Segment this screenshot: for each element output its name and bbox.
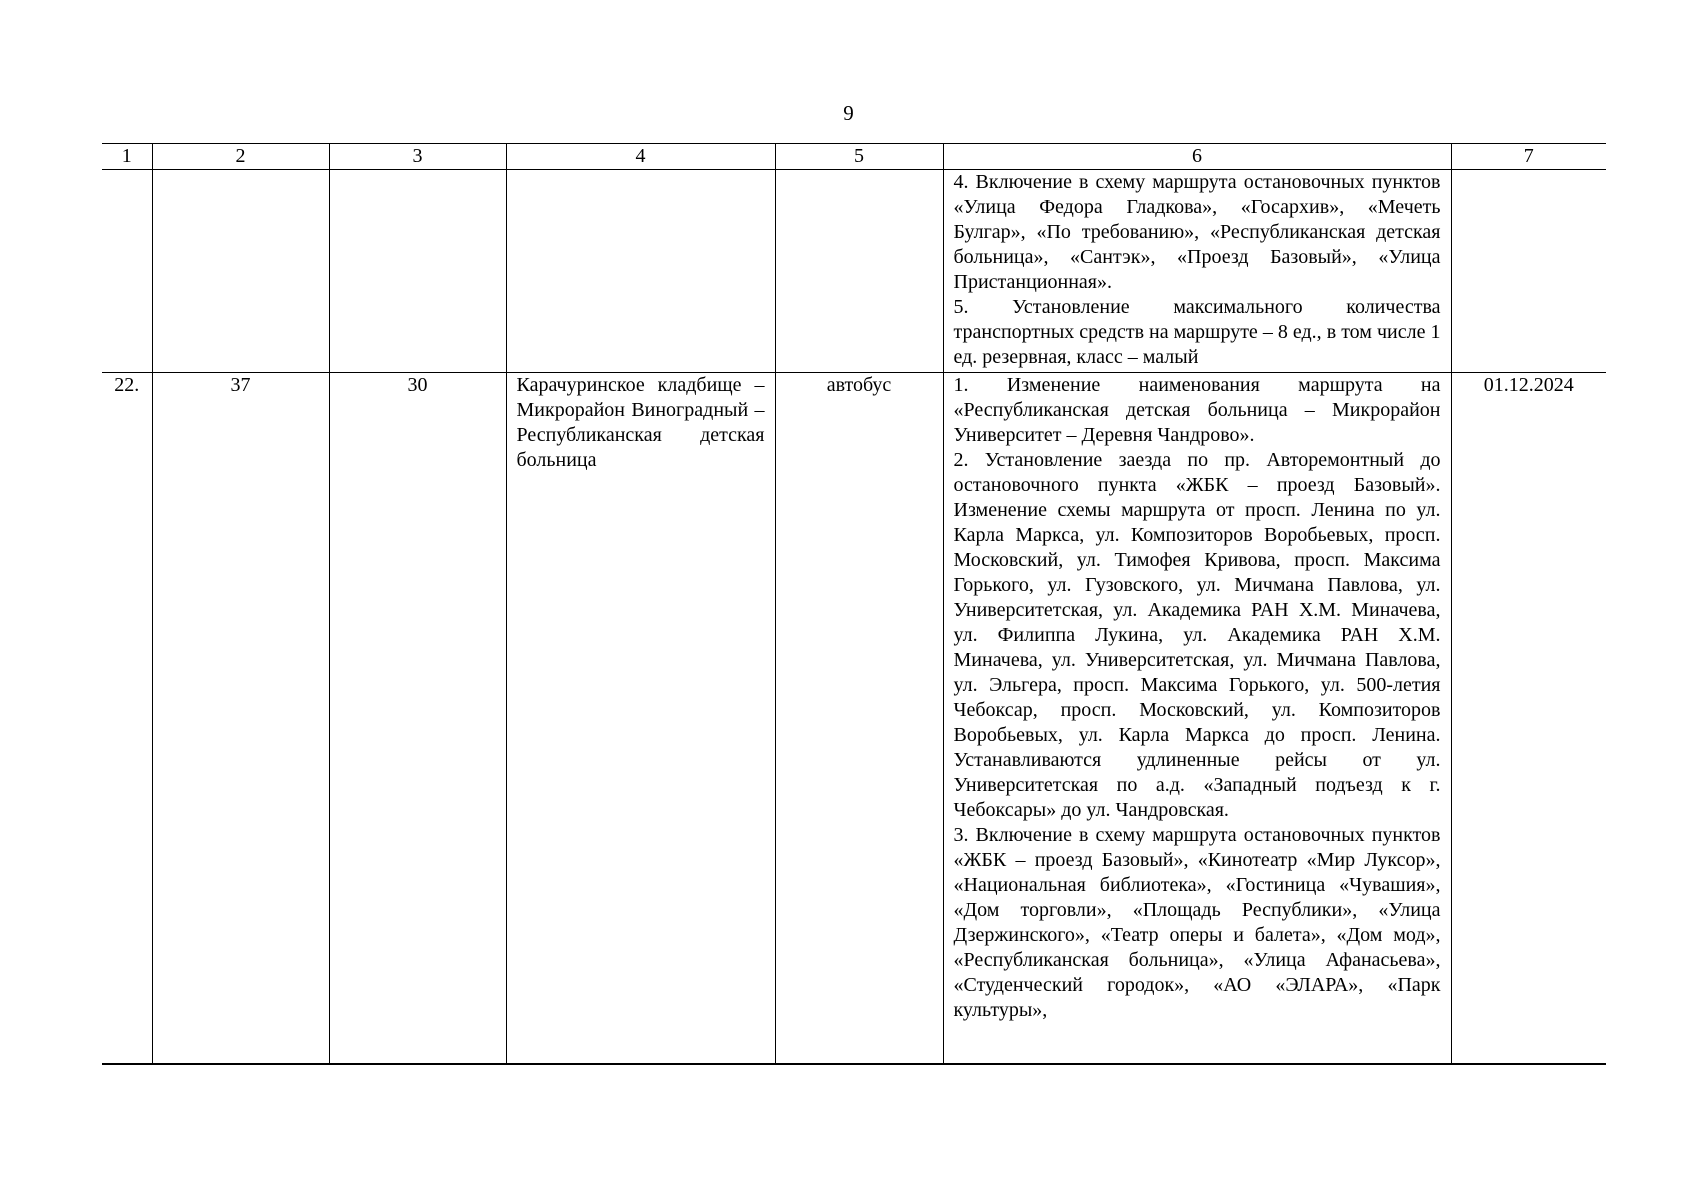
header-cell: 2 <box>152 144 329 170</box>
route-number-cell <box>152 170 329 373</box>
page-number: 9 <box>843 101 854 125</box>
routes-table <box>102 143 1606 1065</box>
change-paragraph: 1. Изменение наименования маршрута на «Республиканская детская больница – Микрорайон Университет – Деревня Чандрово». <box>953 374 1441 446</box>
header-cell: 4 <box>506 144 775 170</box>
header-cell: 3 <box>329 144 506 170</box>
changes-cell <box>943 170 1451 373</box>
change-paragraph: 4. Включение в схему маршрута остановочных пунктов «Улица Федора Гладкова», «Госархив», «Мечеть Булгар», «По требованию», «Республиканская детская больница», «Сантэк», «Проезд Базовый», «Улица Пристанционная». <box>953 171 1441 293</box>
changes-cell <box>943 373 1451 1065</box>
table-row <box>102 373 1606 1065</box>
change-paragraph: 2. Установление заезда по пр. Авторемонтный до остановочного пункта «ЖБК – проезд Базовый». Изменение схемы маршрута от просп. Ленина по ул. Карла Маркса, ул. Композиторов Воробьевых, просп. Московский, ул. Тимофея Кривова, просп. Максима Горького, ул. Гузовского, ул. Мичмана Павлова, ул. Университетская, ул. Академика РАН Х.М. Миначева, ул. Филиппа Лукина, ул. Академика РАН Х.М. Миначева, ул. Университетская, ул. Мичмана Павлова, ул. Эльгера, просп. Максима Горького, ул. 500-летия Чебоксар, просп. Московский, ул. Композиторов Воробьевых, ул. Карла Маркса до просп. Ленина. Устанавливаются удлиненные рейсы от ул. Университетская по а.д. «Западный подъезд к г. Чебоксары» до ул. Чандровская. <box>953 449 1441 821</box>
table-header-row <box>102 144 1606 170</box>
route-code-cell: 30 <box>329 373 506 1065</box>
route-code-cell <box>329 170 506 373</box>
row-number-cell: 22. <box>102 373 152 1065</box>
table-row <box>102 170 1606 373</box>
date-cell <box>1451 170 1606 373</box>
header-cell: 5 <box>775 144 943 170</box>
change-paragraph: 5. Установление максимального количества транспортных средств на маршруте – 8 ед., в том числе 1 ед. резервная, класс – малый <box>953 296 1441 368</box>
header-cell: 1 <box>102 144 152 170</box>
header-cell: 7 <box>1451 144 1606 170</box>
transport-type-cell: автобус <box>775 373 943 1065</box>
date-cell: 01.12.2024 <box>1451 373 1606 1065</box>
route-number-cell: 37 <box>152 373 329 1065</box>
change-paragraph: 3. Включение в схему маршрута остановочных пунктов «ЖБК – проезд Базовый», «Кинотеатр «Мир Луксор», «Национальная библиотека», «Гостиница «Чувашия», «Дом торговли», «Площадь Республики», «Улица Дзержинского», «Театр оперы и балета», «Дом мод», «Республиканская больница», «Улица Афанасьева», «Студенческий городок», «АО «ЭЛАРА», «Парк культуры», <box>953 824 1441 1021</box>
transport-type-cell <box>775 170 943 373</box>
route-name-text: Карачуринское кладбище – Микрорайон Виноградный – Республиканская детская больница <box>516 374 765 471</box>
row-number-cell <box>102 170 152 373</box>
header-cell: 6 <box>943 144 1451 170</box>
route-name-cell <box>506 373 775 1065</box>
route-name-cell <box>506 170 775 373</box>
